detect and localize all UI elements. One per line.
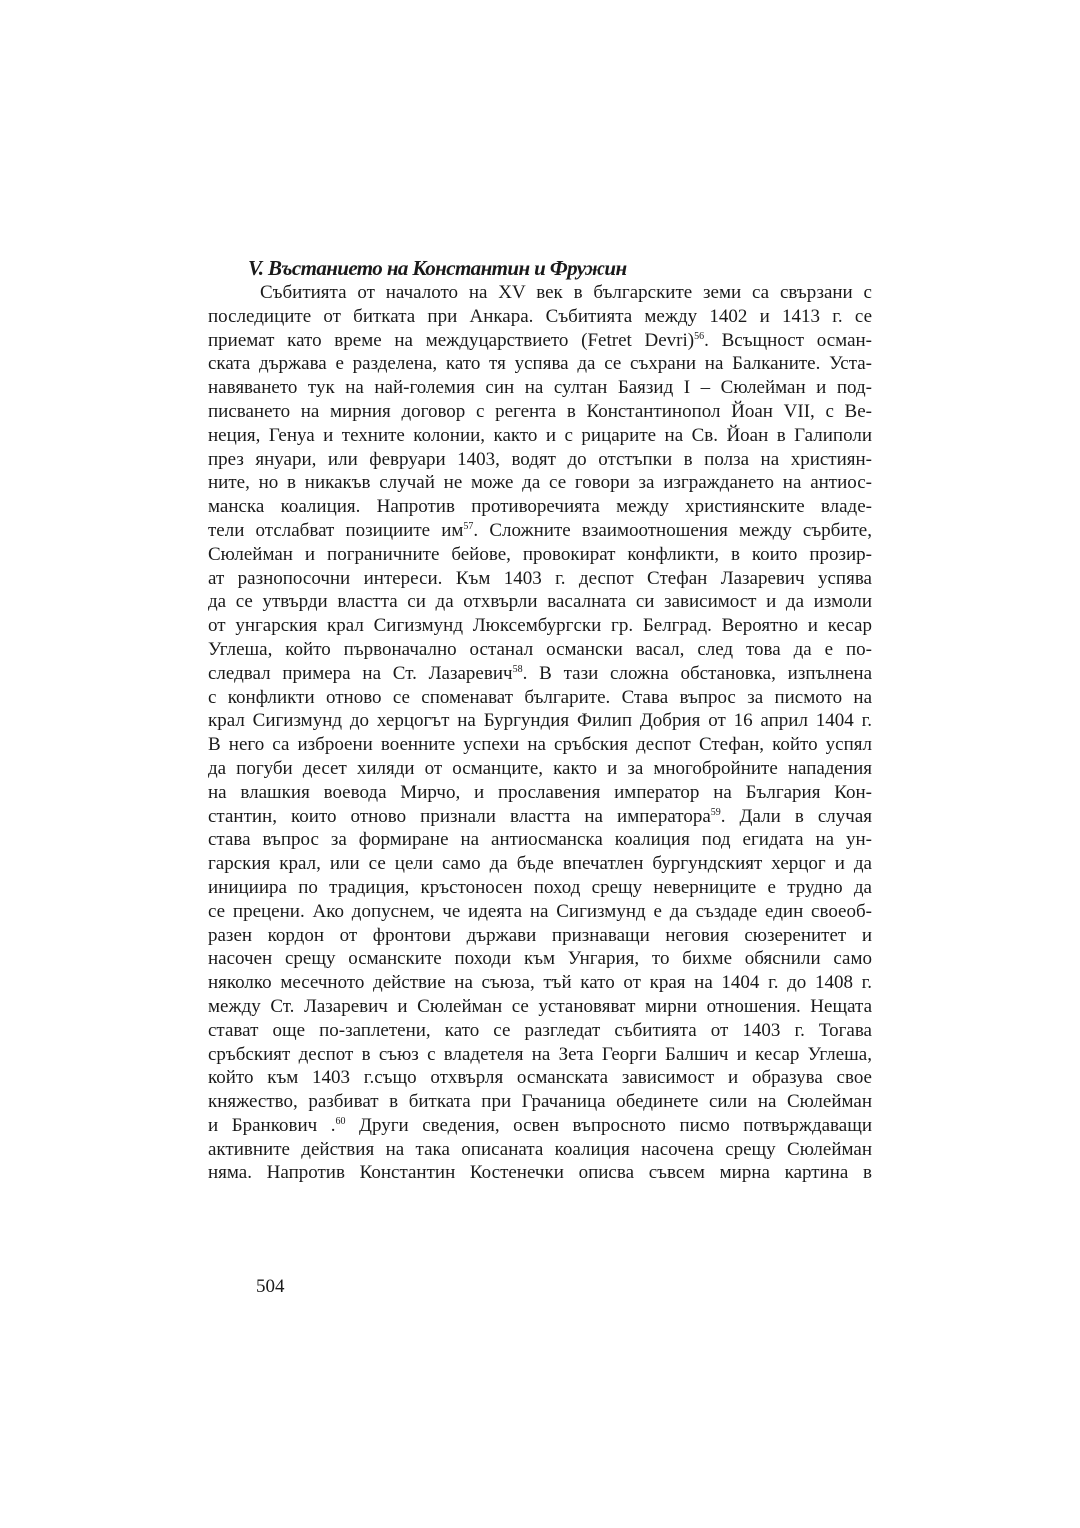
- text-line: крал Сигизмунд до херцогът на Бургундия Филип Добрия от 16 април 1404 г.: [208, 710, 872, 732]
- page-number: 504: [256, 1276, 285, 1297]
- text-line: приемат като време на междуцарствието (Fetret Devri)$^{56}$. Всъщност осман-: [208, 329, 872, 351]
- footnote-ref: 60: [335, 1115, 346, 1127]
- text-line: на влашкия воевода Мирчо, и прославения император на България Кон-: [208, 781, 872, 803]
- text-line: следвал примера на Ст. Лазаревич$^{58}$. В тази сложна обстановка, изпълнена: [208, 662, 873, 684]
- text-line: писването на мирния договор с регента в Константинопол Йоан VII, с Ве-: [208, 400, 872, 422]
- text-line: Углеша, който първоначално останал османски васал, след това да е по-: [208, 638, 872, 660]
- text-line: В него са изброени военните успехи на сръбския деспот Стефан, който успял: [208, 734, 872, 756]
- text-line: гарския крал, или се цели само да бъде впечатлен бургундският херцог и да: [208, 853, 872, 875]
- text-line: манска коалиция. Напротив противоречията между християнските владе-: [208, 496, 872, 518]
- text-line: разен кордон от фронтови държави признаващи неговия сюзеренитет и: [208, 924, 872, 946]
- text-line: с конфликти отново се споменават българите. Става въпрос за писмото на: [208, 686, 872, 708]
- footnote-ref: 58: [512, 663, 523, 675]
- body-text: [208, 281, 872, 1185]
- section-heading: V. Въстанието на Константин и Фружин: [248, 256, 627, 280]
- footnote-ref: 56: [694, 330, 705, 342]
- text-line: между Ст. Лазаревич и Сюлейман се установяват мирни отношения. Нещата: [208, 995, 872, 1017]
- text-line: последиците от битката при Анкара. Събитията между 1402 и 1413 г. се: [208, 305, 872, 327]
- text-line: сръбският деспот в съюз с владетеля на Зета Георги Балшич и кесар Углеша,: [208, 1043, 872, 1065]
- text-line: княжество, разбиват в битката при Грачаница обединете сили на Сюлейман: [208, 1091, 872, 1113]
- text-line: ните, но в никакъв случай не може да се говори за изграждането на антиос-: [208, 472, 872, 494]
- text-line: Събитията от началото на XV век в българските земи са свързани с: [260, 282, 872, 303]
- text-line: инициира по традиция, кръстоносен поход срещу неверниците е трудно да: [208, 876, 872, 898]
- text-line: тели отслабват позициите $им^{57}$. Сложните взаимоотношения между сърбите,: [208, 519, 872, 541]
- text-line: се прецени. Ако допуснем, че идеята на Сигизмунд е да създаде един своеоб-: [208, 900, 872, 922]
- text-line: активните действия на така описаната коалиция насочена срещу Сюлейман: [208, 1138, 872, 1160]
- text-line: стантин, които отново признали властта на императора$^{59}$. Дали в случая: [208, 805, 872, 827]
- text-line: става въпрос за формиране на антиосманска коалиция под егидата на ун-: [208, 829, 872, 851]
- footnote-ref: 57: [463, 520, 474, 532]
- text-line: да се утвърди властта си да отхвърли васалната си зависимост и да измоли: [208, 591, 872, 613]
- text-line: насочен срещу османските походи към Унгария, то бихме обяснили само: [208, 948, 872, 970]
- text-line: през януари, или февруари 1403, водят до отстъпки в полза на християн-: [208, 448, 872, 470]
- text-line: Сюлейман и пограничните бейове, провокират конфликти, в които прозир-: [208, 543, 872, 565]
- text-line: който към 1403 г.също отхвърля османската зависимост и образува свое: [208, 1067, 872, 1089]
- footnote-ref: 59: [710, 806, 721, 818]
- text-line: няма. Напротив Константин Костенечки описва съвсем мирна картина в: [208, 1162, 872, 1184]
- text-line: ската държава е разделена, като тя успява да се съхрани на Балканите. Уста-: [208, 353, 872, 375]
- text-line: от унгарския крал Сигизмунд Люксембургски гр. Белград. Вероятно и кесар: [208, 615, 872, 637]
- text-line: навяването тук на най-големия син на султан Баязид I – Сюлейман и под-: [208, 377, 872, 399]
- text-line: стават още по-заплетени, като се разгледат събитията от 1403 г. Тогава: [208, 1019, 872, 1041]
- text-line: и Бранкович .$^{60}$ Други сведения, освен въпросното писмо потвърждаващи: [208, 1114, 873, 1136]
- text-line: няколко месечното действие на съюза, тъй като от края на 1404 г. до 1408 г.: [208, 972, 872, 994]
- text-line: ат разнопосочни интереси. Към 1403 г. деспот Стефан Лазаревич успява: [208, 567, 872, 589]
- text-line: неция, Генуа и техните колонии, както и с рицарите на Св. Йоан в Галиполи: [208, 424, 872, 446]
- text-line: да погуби десет хиляди от османците, както и за многобройните нападения: [208, 757, 872, 779]
